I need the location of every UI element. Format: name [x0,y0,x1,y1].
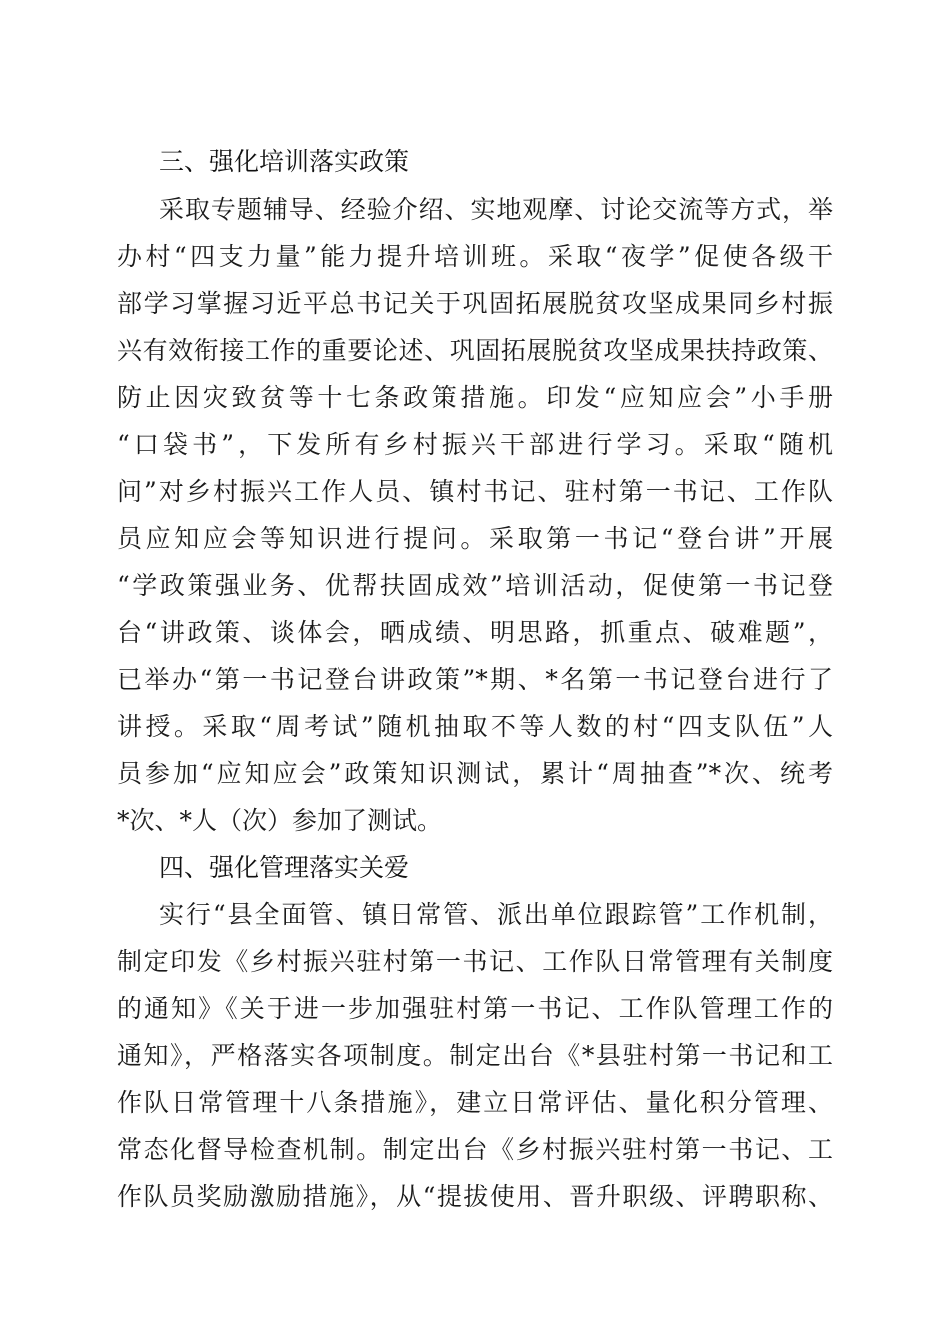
section-4-line: 作队员奖励激励措施》，从“提拔使用、晋升职级、评聘职称、 [117,1182,833,1211]
section-3-line: 部学习掌握习近平总书记关于巩固拓展脱贫攻坚成果同乡村振 [117,289,833,318]
section-3-line: “口袋书”，下发所有乡村振兴干部进行学习。采取“随机 [117,430,833,459]
section-3-line: 台“讲政策、谈体会，晒成绩、明思路，抓重点、破难题”， [117,618,833,647]
section-3-line: 办村“四支力量”能力提升培训班。采取“夜学”促使各级干 [117,242,833,271]
section-3-line: 防止因灾致贫等十七条政策措施。印发“应知应会”小手册 [117,383,833,412]
section-3-line: 问”对乡村振兴工作人员、镇村书记、驻村第一书记、工作队 [117,477,833,506]
section-3-line: 员应知应会等知识进行提问。采取第一书记“登台讲”开展 [117,524,833,553]
section-3-line: 讲授。采取“周考试”随机抽取不等人数的村“四支队伍”人 [117,712,833,741]
section-4-line: 作队日常管理十八条措施》，建立日常评估、量化积分管理、 [117,1088,833,1117]
section-4-line: 的通知》《关于进一步加强驻村第一书记、工作队管理工作的 [117,994,833,1023]
section-3-line: “学政策强业务、优帮扶固成效”培训活动，促使第一书记登 [117,571,833,600]
section-3-line: 员参加“应知应会”政策知识测试，累计“周抽查”*次、统考 [117,759,833,788]
section-3-line: *次、*人（次）参加了测试。 [117,806,443,835]
section-3-line: 已举办“第一书记登台讲政策”*期、*名第一书记登台进行了 [117,665,833,694]
section-3-line: 兴有效衔接工作的重要论述、巩固拓展脱贫攻坚成果扶持政策、 [117,336,833,365]
section-4-line: 实行“县全面管、镇日常管、派出单位跟踪管”工作机制， [159,900,833,929]
section-4-heading: 四、强化管理落实关爱 [159,853,410,882]
section-4-line: 制定印发《乡村振兴驻村第一书记、工作队日常管理有关制度 [117,947,833,976]
section-4-line: 常态化督导检查机制。制定出台《乡村振兴驻村第一书记、工 [117,1135,833,1164]
section-3-heading: 三、强化培训落实政策 [159,147,410,176]
section-3-line: 采取专题辅导、经验介绍、实地观摩、讨论交流等方式，举 [159,195,833,224]
section-4-line: 通知》，严格落实各项制度。制定出台《*县驻村第一书记和工 [117,1041,833,1070]
